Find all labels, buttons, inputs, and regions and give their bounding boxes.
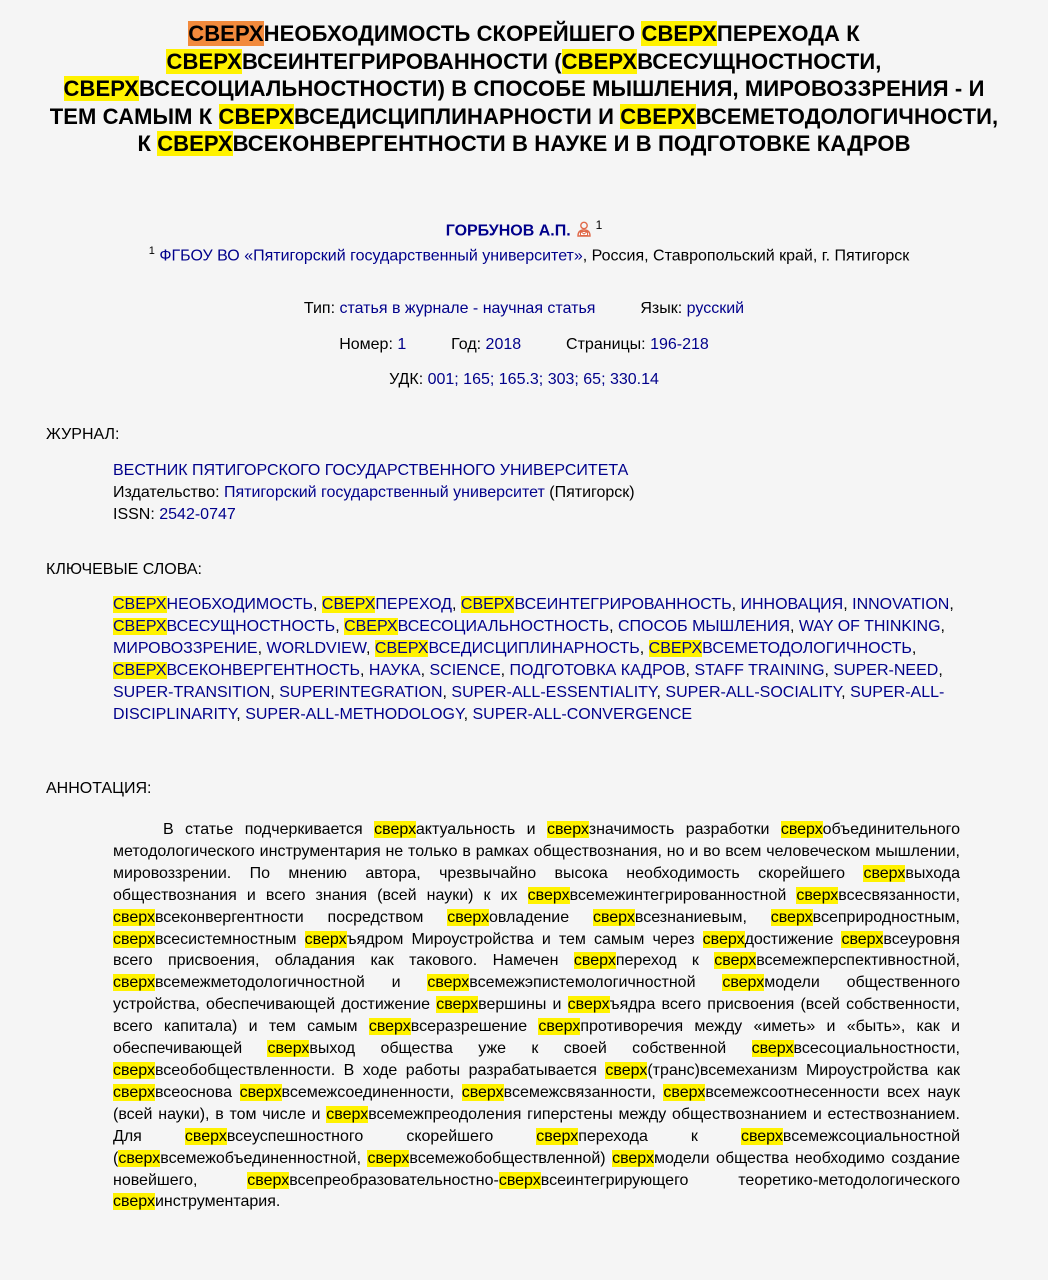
keyword-link[interactable] [245, 706, 463, 723]
text-run: актуальность и [415, 821, 547, 838]
keyword-text: ВСЕСОЦИАЛЬНОСТНОСТЬ [397, 618, 610, 635]
keyword-text: ВСЕДИСЦИПЛИНАРНОСТЬ [428, 640, 640, 657]
text-run: модели общества необходимо создание новейшего, [113, 1149, 961, 1189]
keyword-link[interactable] [375, 640, 640, 657]
search-highlight: сверх [247, 1171, 290, 1189]
keyword-separator: , [824, 662, 834, 679]
keyword-separator: , [366, 640, 375, 657]
keyword-separator: , [731, 596, 741, 613]
keyword-link[interactable] [852, 596, 949, 613]
text-run: всепреобразовательностно- [289, 1171, 499, 1189]
publisher-label: Издательство: [113, 484, 220, 501]
text-run: всезнаниевым, [634, 908, 771, 926]
keyword-text: НАУКА [368, 662, 421, 679]
text-run: всемежэпистемологичностной [469, 974, 723, 992]
search-highlight: СВЕРХ [63, 76, 139, 101]
search-highlight: СВЕРХ [641, 21, 717, 46]
keyword-separator: , [257, 640, 267, 657]
search-highlight: СВЕРХ [166, 48, 242, 74]
search-highlight: сверх [447, 908, 489, 926]
keyword-link[interactable] [344, 618, 609, 635]
search-highlight: сверх [113, 1083, 155, 1101]
text-run: переход к [615, 952, 715, 970]
text-run: выход общества уже к своей собственной [309, 1040, 752, 1058]
issn-link[interactable]: 2542-0747 [159, 506, 236, 523]
text-run: значимость разработки [588, 821, 781, 838]
keyword-separator: , [270, 684, 280, 701]
keyword-link[interactable] [429, 662, 500, 679]
search-highlight: сверх [527, 886, 570, 904]
search-highlight: СВЕРХ [113, 618, 167, 635]
search-highlight: сверх [374, 821, 416, 838]
keyword-separator: , [938, 662, 943, 679]
search-highlight: СВЕРХ [460, 596, 515, 613]
text-run: всесоциальностности, [793, 1040, 960, 1058]
keyword-link[interactable] [618, 618, 790, 635]
search-highlight: СВЕРХ [113, 596, 167, 613]
keyword-link[interactable] [740, 596, 843, 613]
text-run: всеразрешение [410, 1018, 539, 1036]
keywords-list [113, 594, 963, 726]
text-run: всемежметодологичностной и [154, 974, 428, 992]
search-highlight: сверх [538, 1018, 581, 1036]
search-highlight: сверх [841, 930, 884, 948]
number-value-link[interactable]: 1 [397, 336, 407, 353]
journal-heading: ЖУРНАЛ: [46, 426, 120, 443]
keyword-separator: , [940, 618, 945, 635]
publisher-city: (Пятигорск) [549, 484, 635, 501]
text-run: вершины и [478, 996, 568, 1014]
keyword-text: INNOVATION [852, 596, 950, 613]
keyword-text: ВСЕКОНВЕРГЕНТНОСТЬ [166, 662, 361, 679]
keyword-text: ВСЕСУЩНОСТНОСТЬ [166, 618, 336, 635]
text-run: всеприродностным, [812, 908, 960, 926]
keyword-text: SUPER-ALL-DISCIPLINARITY [113, 684, 945, 723]
keyword-text: STAFF TRAINING [694, 662, 825, 679]
keyword-text: ПОДГОТОВКА КАДРОВ [509, 662, 686, 679]
text-run: достижение [744, 930, 842, 948]
keyword-separator: , [790, 618, 799, 635]
type-label: Тип: [303, 300, 336, 317]
lang-value-link[interactable]: русский [686, 300, 745, 317]
search-highlight: сверх [702, 930, 745, 948]
keyword-link[interactable] [266, 640, 366, 657]
search-highlight: сверх [770, 908, 813, 926]
affiliation-org-link[interactable]: ФГБОУ ВО «Пятигорский государственный университет» [159, 247, 583, 265]
text-run: ВСЕСОЦИАЛЬНОСТНОСТИ) В СПОСОБЕ МЫШЛЕНИЯ, МИРОВОЗЗРЕНИЯ - И ТЕМ САМЫМ К [49, 76, 985, 129]
author-affil-sup: 1 [595, 218, 603, 232]
keyword-separator: , [685, 662, 695, 679]
keyword-separator: , [463, 706, 473, 723]
search-highlight: сверх [796, 886, 839, 904]
udk-value: 001; 165; 165.3; 303; 65; 330.14 [427, 371, 659, 388]
search-highlight: СВЕРХ [620, 103, 696, 129]
keyword-text: SUPERINTEGRATION [279, 684, 443, 701]
text-run: всемежпреодоления гиперстены между обществознанием и естествознанием. Для [113, 1105, 961, 1145]
keyword-text: SUPER-ALL-SOCIALITY [665, 684, 842, 701]
pages-value: 196-218 [650, 336, 709, 353]
text-run: всесистемностным [154, 930, 305, 948]
author-line [0, 218, 1048, 240]
search-highlight: сверх [722, 974, 765, 992]
lang-label: Язык: [640, 300, 683, 317]
text-run: ъядром Мироустройства и тем самым через [346, 930, 703, 948]
search-highlight: сверх [498, 1171, 541, 1189]
search-highlight: сверх [605, 1061, 648, 1079]
search-highlight: сверх [863, 864, 906, 882]
search-highlight: сверх [113, 930, 155, 948]
keyword-link[interactable] [833, 662, 938, 679]
text-run: всемежперспективностной, [756, 952, 960, 970]
author-name-link[interactable]: ГОРБУНОВ А.П. [445, 222, 571, 240]
text-run: всеконвергентности посредством [154, 908, 448, 926]
keyword-link[interactable] [649, 640, 912, 657]
udk-label: УДК: [389, 371, 424, 388]
keyword-link[interactable] [473, 706, 693, 723]
mail-person-icon[interactable] [577, 221, 591, 237]
issn-label: ISSN: [113, 506, 155, 523]
affil-sup: 1 [148, 245, 155, 257]
journal-block [113, 460, 635, 526]
search-highlight: сверх [239, 1083, 282, 1101]
keyword-separator: , [843, 596, 853, 613]
keyword-separator: , [313, 596, 322, 613]
search-highlight: сверх [573, 952, 616, 970]
text-run: всемежсвязанности, [503, 1083, 664, 1101]
keyword-separator: , [841, 684, 851, 701]
meta-udk-row [0, 371, 1048, 389]
search-highlight: сверх [427, 974, 470, 992]
keyword-text: НЕОБХОДИМОСТЬ [166, 596, 313, 613]
article-title [40, 20, 1008, 158]
meta-number-row [0, 336, 1048, 354]
text-run: ВСЕМЕТОДОЛОГИЧНОСТИ, К [137, 103, 999, 156]
text-run: всемежобъединенностной, [160, 1149, 368, 1167]
number-label: Номер: [339, 336, 393, 353]
keyword-separator: , [442, 684, 452, 701]
search-highlight: сверх [436, 996, 479, 1014]
keyword-link[interactable] [113, 662, 360, 679]
keyword-separator: , [656, 684, 666, 701]
keyword-text: WORLDVIEW [266, 640, 367, 657]
year-value-link[interactable]: 2018 [485, 336, 522, 353]
text-run: противоречия между «иметь» и «быть», как и обеспечивающей [113, 1018, 960, 1058]
keyword-text: WAY OF THINKING [798, 618, 941, 635]
text-run: (транс)всемеханизм Мироустройства как [647, 1061, 961, 1079]
keyword-text: SCIENCE [429, 662, 501, 679]
publisher-link[interactable]: Пятигорский государственный университет [224, 484, 545, 501]
search-highlight: сверх [113, 974, 155, 992]
keyword-link[interactable] [113, 596, 313, 613]
text-run: всеуровня всего присвоения, обладания как такового. Намечен [113, 930, 961, 970]
search-highlight: сверх [663, 1083, 706, 1101]
keyword-text: SUPER-NEED [833, 662, 939, 679]
text-run: всеуспешностного скорейшего [226, 1127, 537, 1145]
search-highlight: СВЕРХ [344, 618, 398, 635]
journal-name-link[interactable]: ВЕСТНИК ПЯТИГОРСКОГО ГОСУДАРСТВЕННОГО УНИВЕРСИТЕТА [113, 462, 629, 479]
year-label: Год: [451, 336, 482, 353]
text-run: всеоснова [154, 1083, 240, 1101]
text-run: всемежсоотнесенности всех наук (всей науки), в том числе и [113, 1083, 961, 1123]
text-run: всемежсоединенности, [281, 1083, 462, 1101]
keyword-link[interactable] [510, 662, 686, 679]
text-run: перехода к [578, 1127, 741, 1145]
search-highlight: СВЕРХ [113, 662, 167, 679]
text-run: ъядра всего присвоения (всей собственности, всего капитала) и тем самым [113, 996, 961, 1036]
search-highlight: сверх [368, 1018, 411, 1036]
keywords-heading: КЛЮЧЕВЫЕ СЛОВА: [46, 561, 202, 578]
text-run: овладение [488, 908, 593, 926]
keyword-separator: , [420, 662, 430, 679]
pages-label: Страницы: [566, 336, 646, 353]
abstract-heading: АННОТАЦИЯ: [46, 780, 152, 797]
search-highlight: сверх [367, 1149, 410, 1167]
keyword-text: SUPER-ALL-ESSENTIALITY [451, 684, 657, 701]
keyword-separator: , [236, 706, 246, 723]
keyword-link[interactable] [694, 662, 824, 679]
keyword-separator: , [335, 618, 345, 635]
text-run: НЕОБХОДИМОСТЬ СКОРЕЙШЕГО [263, 21, 642, 46]
search-highlight: СВЕРХ [561, 48, 638, 74]
text-run: В статье подчеркивается [163, 821, 375, 838]
keyword-text: ИННОВАЦИЯ [740, 596, 844, 613]
text-run: выхода обществознания и всего знания (всей науки) к их [113, 864, 960, 904]
search-highlight: сверх [267, 1040, 310, 1058]
search-highlight: сверх [461, 1083, 504, 1101]
search-highlight: сверх [751, 1040, 794, 1058]
search-highlight: сверх [592, 908, 635, 926]
search-highlight: СВЕРХ [374, 640, 429, 657]
keyword-link[interactable] [113, 684, 270, 701]
search-highlight: СВЕРХ [157, 131, 233, 156]
text-run: всеинтегрирующего теоретико-методологического [540, 1171, 960, 1189]
keyword-text: SUPER-ALL-CONVERGENCE [472, 706, 693, 723]
keyword-separator: , [360, 662, 369, 679]
keyword-text: ВСЕИНТЕГРИРОВАННОСТЬ [514, 596, 732, 613]
keyword-link[interactable] [665, 684, 841, 701]
text-run: ВСЕСУЩНОСТНОСТИ, [637, 48, 882, 74]
search-highlight: сверх [612, 1149, 655, 1167]
text-run: ВСЕКОНВЕРГЕНТНОСТИ В НАУКЕ И В ПОДГОТОВКЕ КАДРОВ [232, 131, 911, 156]
search-highlight: сверх [714, 952, 757, 970]
keyword-separator: , [911, 640, 917, 657]
keyword-link[interactable] [113, 640, 258, 657]
affiliation-location: , Россия, Ставропольский край, г. Пятигорск [582, 247, 910, 265]
text-run: всемежсоциальностной ( [113, 1127, 961, 1167]
search-highlight: СВЕРХ [648, 640, 703, 657]
search-highlight: сверх [113, 1193, 155, 1211]
keyword-separator: , [452, 596, 461, 613]
keyword-separator: , [500, 662, 510, 679]
keyword-link[interactable] [461, 596, 732, 613]
text-run: всемежинтегрированностной [569, 886, 797, 904]
keyword-link[interactable] [451, 684, 656, 701]
text-run: инструментария. [154, 1193, 281, 1211]
keyword-text: SUPER-TRANSITION [113, 684, 271, 701]
search-highlight: сверх [113, 908, 155, 926]
search-highlight: сверх [304, 930, 347, 948]
keyword-link[interactable] [279, 684, 442, 701]
abstract-text [113, 819, 960, 1213]
search-highlight: сверх [780, 821, 823, 838]
keyword-text: ВСЕМЕТОДОЛОГИЧНОСТЬ [702, 640, 912, 657]
search-highlight: сверх [184, 1127, 227, 1145]
text-run: всемежобобществленной) [409, 1149, 613, 1167]
keyword-link[interactable] [369, 662, 421, 679]
keyword-text: ПЕРЕХОД [375, 596, 453, 613]
text-run: модели общественного устройства, обеспечивающей достижение [113, 974, 961, 1014]
keyword-link[interactable] [113, 618, 335, 635]
search-highlight: сверх [113, 1061, 155, 1079]
meta-type-row [0, 300, 1048, 318]
search-highlight-current: СВЕРХ [188, 21, 264, 46]
keyword-text: СПОСОБ МЫШЛЕНИЯ [617, 618, 790, 635]
search-highlight: сверх [546, 821, 589, 838]
search-highlight: СВЕРХ [321, 596, 376, 613]
search-highlight: сверх [118, 1149, 161, 1167]
affiliation-line [0, 245, 1048, 265]
keyword-separator: , [949, 596, 954, 613]
keyword-text: МИРОВОЗЗРЕНИЕ [113, 640, 258, 657]
search-highlight: сверх [326, 1105, 369, 1123]
search-highlight: сверх [740, 1127, 783, 1145]
search-highlight: сверх [536, 1127, 579, 1145]
search-highlight: СВЕРХ [218, 103, 295, 129]
type-value-link[interactable]: статья в журнале - научная статья [339, 300, 596, 317]
keyword-text: SUPER-ALL-METHODOLOGY [245, 706, 464, 723]
search-highlight: сверх [567, 996, 610, 1014]
text-run: всеобобществленности. В ходе работы разрабатывается [154, 1061, 606, 1079]
text-run: всесвязанности, [838, 886, 961, 904]
keyword-link[interactable] [322, 596, 452, 613]
text-run: ВСЕИНТЕГРИРОВАННОСТИ ( [241, 48, 562, 74]
keyword-link[interactable] [799, 618, 941, 635]
keyword-separator: , [609, 618, 618, 635]
text-run: ПЕРЕХОДА К [716, 21, 860, 46]
keyword-separator: , [639, 640, 649, 657]
text-run: объединительного методологического инструментария не только в рамках обществознания, но и во всем человеческом мышлении, мировоззрении. По мнению автора, чрезвычайно высока необходимость скорейшего [113, 821, 961, 882]
text-run: ВСЕДИСЦИПЛИНАРНОСТИ И [294, 103, 621, 129]
